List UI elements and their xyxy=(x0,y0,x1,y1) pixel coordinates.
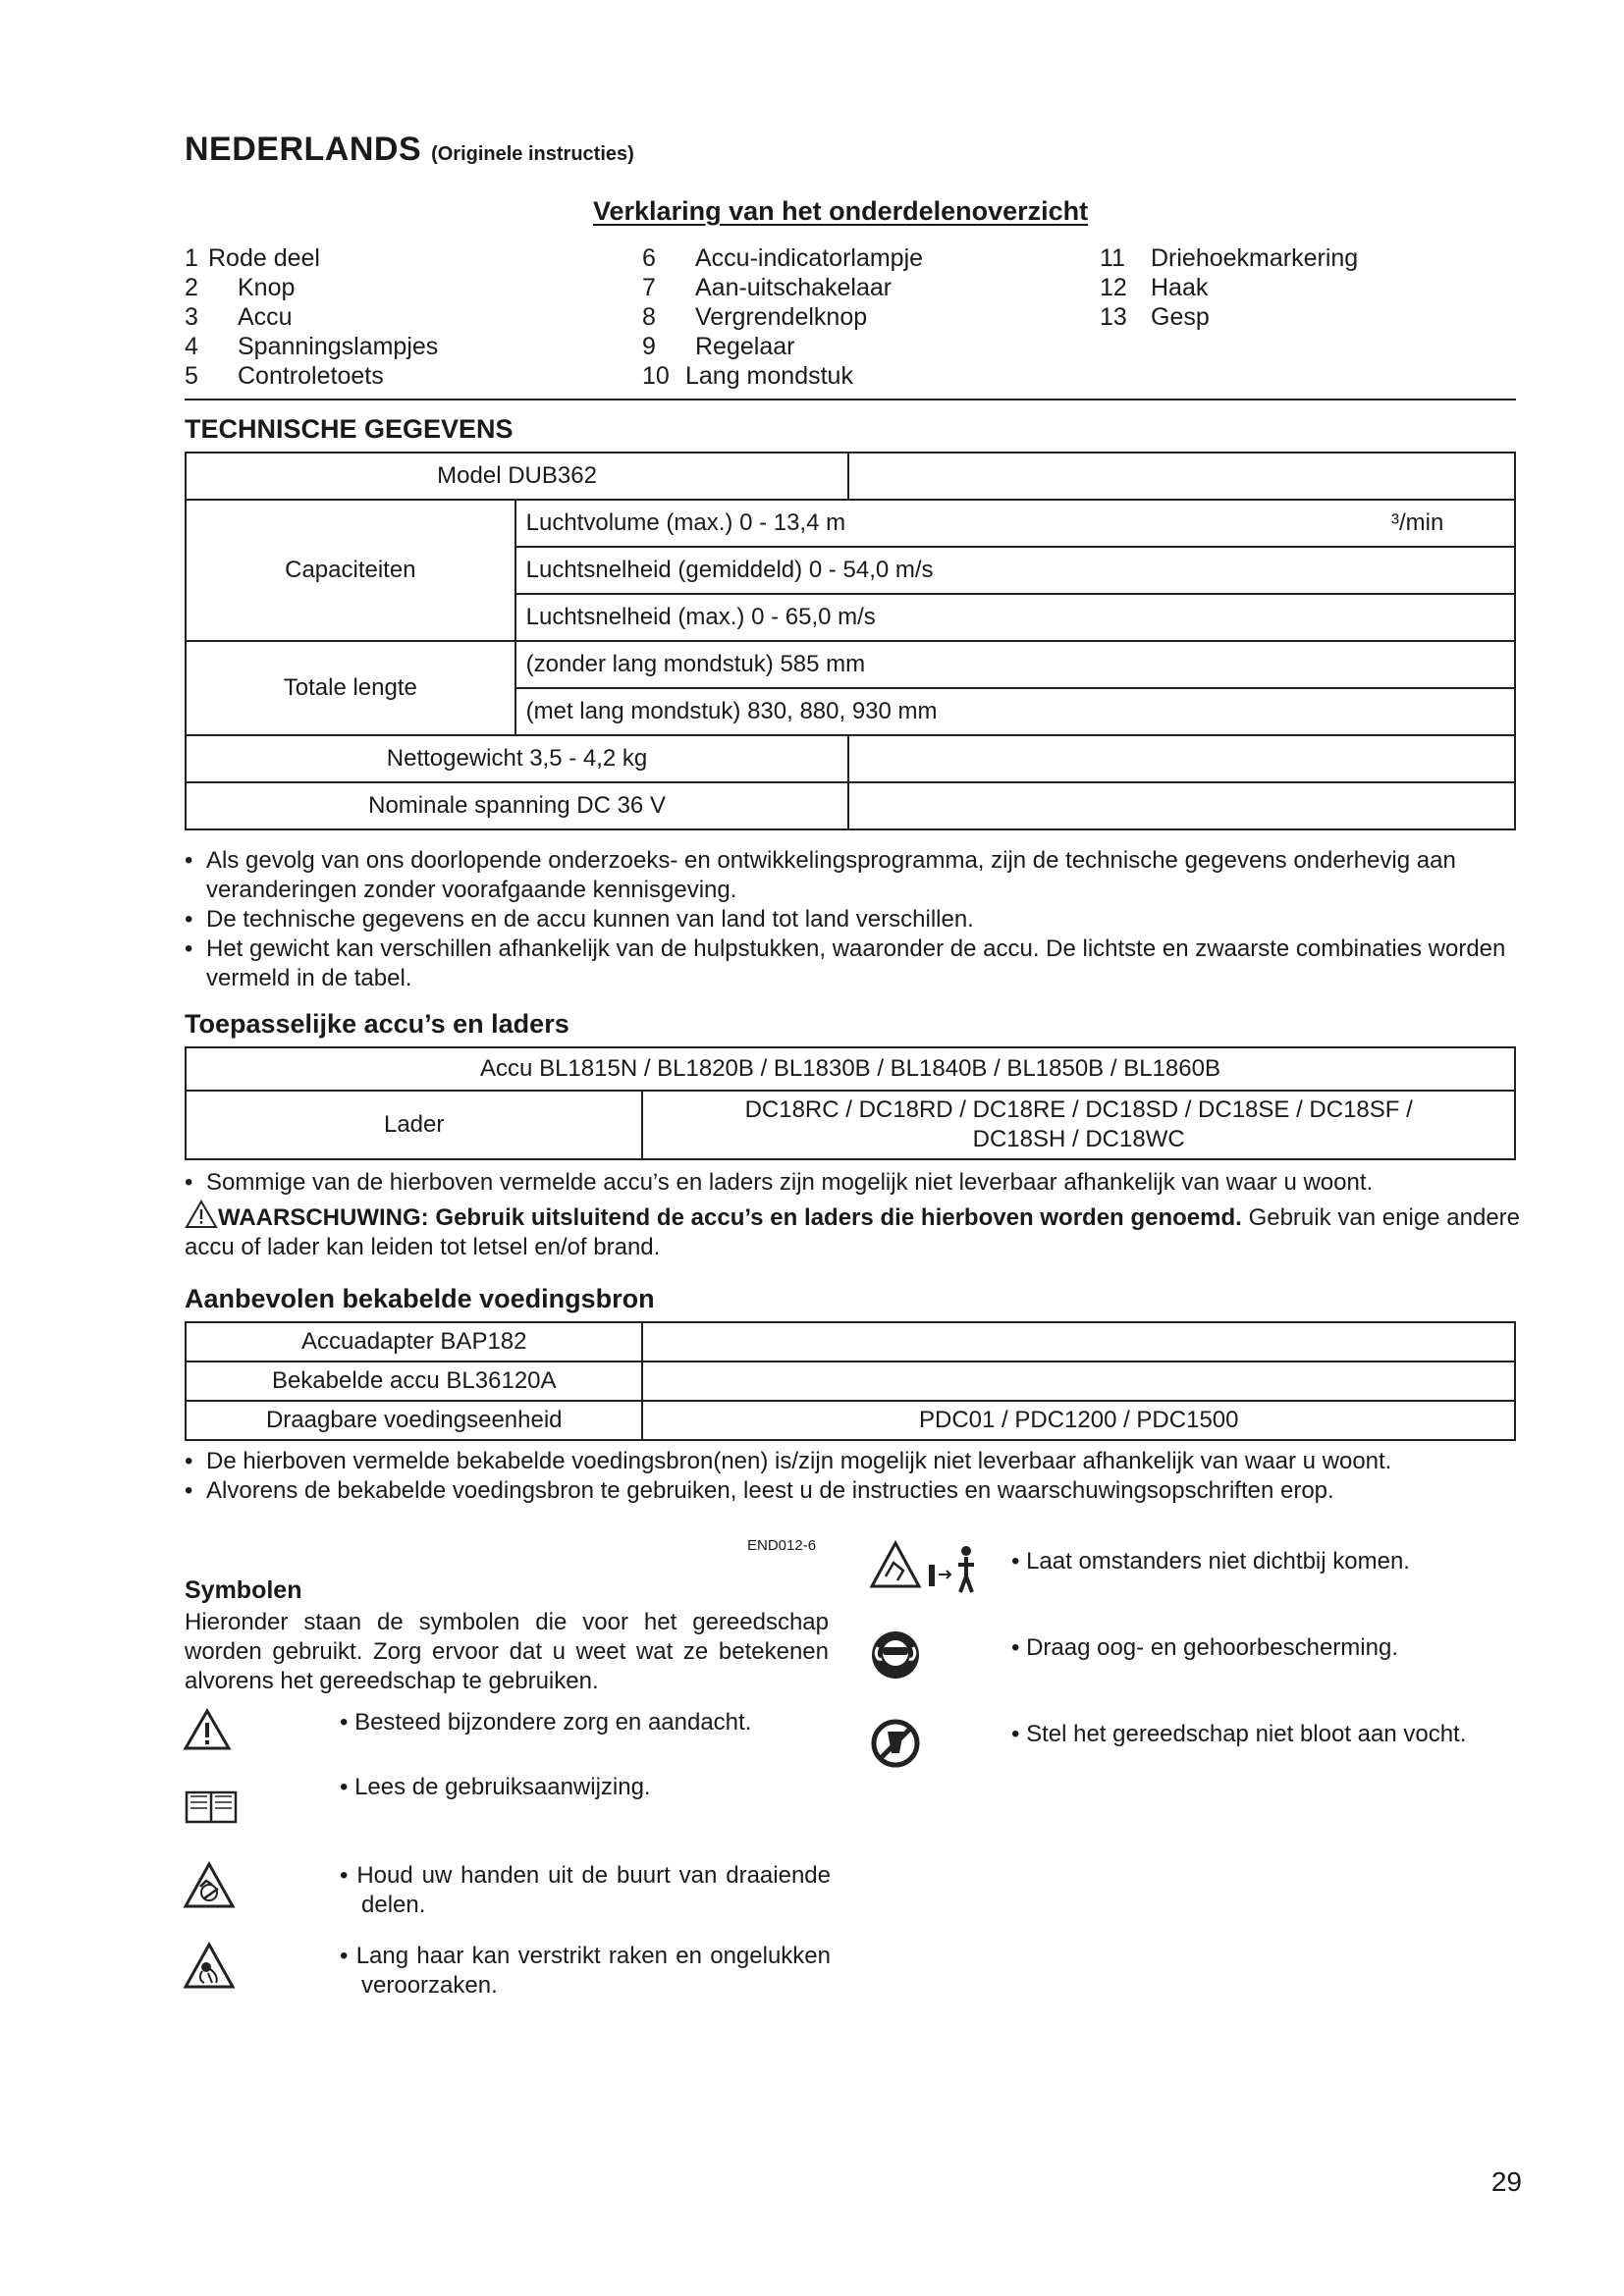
parts-item: 4 Spanningslampjes xyxy=(185,333,439,360)
empty-cell xyxy=(642,1322,1515,1362)
symbol-description: • Stel het gereedschap niet bloot aan vocht. xyxy=(1011,1721,1467,1747)
page-number: 29 xyxy=(1490,2166,1522,2197)
warning-text: Gebruik van enige andere accu of lader kan leiden tot letsel en/of brand. xyxy=(185,1204,1521,1260)
rotating-parts-icon xyxy=(183,1861,236,1910)
power-title: Aanbevolen bekabelde voedingsbron xyxy=(185,1284,655,1313)
symbols-intro: Hieronder staan de symbolen die voor het gereedschap worden gebruikt. Zorg ervoor dat u weet wat ze betekenen alvorens het gereedschap te gebruiken. xyxy=(185,1609,829,1694)
power-notes xyxy=(185,1447,1520,1506)
parts-item: 6 Accu-indicatorlampje xyxy=(642,244,924,272)
specs-notes xyxy=(185,846,1520,993)
eye-ear-protection-icon xyxy=(870,1629,921,1681)
length-label: Totale lengte xyxy=(186,641,515,735)
voltage-cell: Nominale spanning DC 36 V xyxy=(186,782,848,829)
symbol-description: • Lang haar kan verstrikt raken en ongelukken veroorzaken. xyxy=(340,1943,831,1999)
table-row xyxy=(186,500,1515,547)
list-item: • De hierboven vermelde bekabelde voedingsbron(nen) is/zijn mogelijk niet leverbaar afhankelijk van waar u woont. xyxy=(185,1447,1520,1476)
charger-label: Lader xyxy=(186,1091,642,1159)
long-hair-icon xyxy=(183,1942,236,1991)
symbol-description: • Besteed bijzondere zorg en aandacht. xyxy=(340,1709,752,1735)
warning-triangle-icon xyxy=(185,1200,218,1229)
language-heading: NEDERLANDS xyxy=(185,131,422,168)
language-subtitle: (Originele instructies) xyxy=(431,143,634,165)
empty-cell xyxy=(848,453,1515,500)
model-label-cell: Model DUB362 xyxy=(186,453,848,500)
parts-item: 10 Lang mondstuk xyxy=(642,362,853,390)
warning-bold-text: WAARSCHUWING: Gebruik uitsluitend de accu’s en laders die hierboven worden genoemd. xyxy=(218,1204,1242,1231)
table-row xyxy=(186,735,1515,782)
parts-item: 8 Vergrendelknop xyxy=(642,303,868,331)
table-row xyxy=(186,641,1515,688)
table-row xyxy=(186,453,1515,500)
parts-item: 5 Controletoets xyxy=(185,362,384,390)
empty-cell xyxy=(848,735,1515,782)
batteries-table xyxy=(185,1046,1516,1160)
list-item: • De technische gegevens en de accu kunnen van land tot land verschillen. xyxy=(185,905,1520,934)
power-label-cell: Bekabelde accu BL36120A xyxy=(186,1362,642,1401)
document-code: END012-6 xyxy=(747,1537,817,1554)
manual-book-icon xyxy=(185,1787,238,1826)
parts-item: 13 Gesp xyxy=(1100,303,1210,331)
batteries-title: Toepasselijke accu’s en laders xyxy=(185,1009,569,1039)
weight-cell: Nettogewicht 3,5 - 4,2 kg xyxy=(186,735,848,782)
airflow-cell: Luchtvolume (max.) 0 - 13,4 m ³/min xyxy=(515,500,1515,547)
warning-paragraph xyxy=(185,1200,1520,1262)
parts-item: 7 Aan-uitschakelaar xyxy=(642,274,893,301)
document-language-title xyxy=(185,131,634,169)
list-item: • Alvorens de bekabelde voedingsbron te gebruiken, leest u de instructies en waarschuwingsopschriften erop. xyxy=(185,1476,1520,1506)
list-item: • Sommige van de hierboven vermelde accu’s en laders zijn mogelijk niet leverbaar afhankelijk van waar u woont. xyxy=(185,1168,1520,1198)
table-row xyxy=(186,782,1515,829)
parts-item: 3 Accu xyxy=(185,303,293,331)
power-table xyxy=(185,1321,1516,1441)
symbol-description: • Houd uw handen uit de buurt van draaiende delen. xyxy=(340,1862,831,1918)
parts-item: 2 Knop xyxy=(185,274,296,301)
symbol-description: • Laat omstanders niet dichtbij komen. xyxy=(1011,1548,1410,1575)
list-item: • Het gewicht kan verschillen afhankelijk van de hulpstukken, waaronder de accu. De lichtste en zwaarste combinaties worden vermeld in de tabel. xyxy=(185,934,1520,993)
power-label-cell: Draagbare voedingseenheid xyxy=(186,1401,642,1440)
parts-item: 9 Regelaar xyxy=(642,333,795,360)
keep-distance-icon xyxy=(868,1537,1000,1598)
no-moisture-icon xyxy=(870,1718,921,1769)
capacity-label: Capaciteiten xyxy=(186,500,515,641)
section-divider xyxy=(185,399,1516,400)
table-row xyxy=(186,1047,1515,1091)
table-row xyxy=(186,1362,1515,1401)
empty-cell xyxy=(642,1362,1515,1401)
batteries-notes xyxy=(185,1168,1520,1198)
length-short-cell: (zonder lang mondstuk) 585 mm xyxy=(515,641,1515,688)
power-value-cell: PDC01 / PDC1200 / PDC1500 xyxy=(642,1401,1515,1440)
specs-table xyxy=(185,452,1516,830)
symbol-description: • Draag oog- en gehoorbescherming. xyxy=(1011,1634,1398,1661)
power-label-cell: Accuadapter BAP182 xyxy=(186,1322,642,1362)
list-item: • Als gevolg van ons doorlopende onderzoeks- en ontwikkelingsprogramma, zijn de technische gegevens onderhevig aan veranderingen zonder voorafgaande kennisgeving. xyxy=(185,846,1520,905)
table-row xyxy=(186,1091,1515,1159)
warning-triangle-icon xyxy=(183,1708,232,1751)
symbol-description: • Lees de gebruiksaanwijzing. xyxy=(340,1774,651,1800)
table-row xyxy=(186,1401,1515,1440)
speed-avg-cell: Luchtsnelheid (gemiddeld) 0 - 54,0 m/s xyxy=(515,547,1515,594)
speed-max-cell: Luchtsnelheid (max.) 0 - 65,0 m/s xyxy=(515,594,1515,641)
charger-value: DC18RC / DC18RD / DC18RE / DC18SD / DC18SE / DC18SF / DC18SH / DC18WC xyxy=(642,1091,1515,1159)
specs-title: TECHNISCHE GEGEVENS xyxy=(185,414,514,444)
table-row xyxy=(186,1322,1515,1362)
parts-item: 11 Driehoekmarkering xyxy=(1100,244,1359,272)
accu-cell: Accu BL1815N / BL1820B / BL1830B / BL1840B / BL1850B / BL1860B xyxy=(186,1047,1515,1091)
empty-cell xyxy=(848,782,1515,829)
length-long-cell: (met lang mondstuk) 830, 880, 930 mm xyxy=(515,688,1515,735)
parts-item: 1 Rode deel xyxy=(185,244,320,272)
parts-item: 12 Haak xyxy=(1100,274,1209,301)
symbols-title: Symbolen xyxy=(185,1576,302,1604)
parts-overview-title: Verklaring van het onderdelenoverzicht xyxy=(593,196,1089,226)
